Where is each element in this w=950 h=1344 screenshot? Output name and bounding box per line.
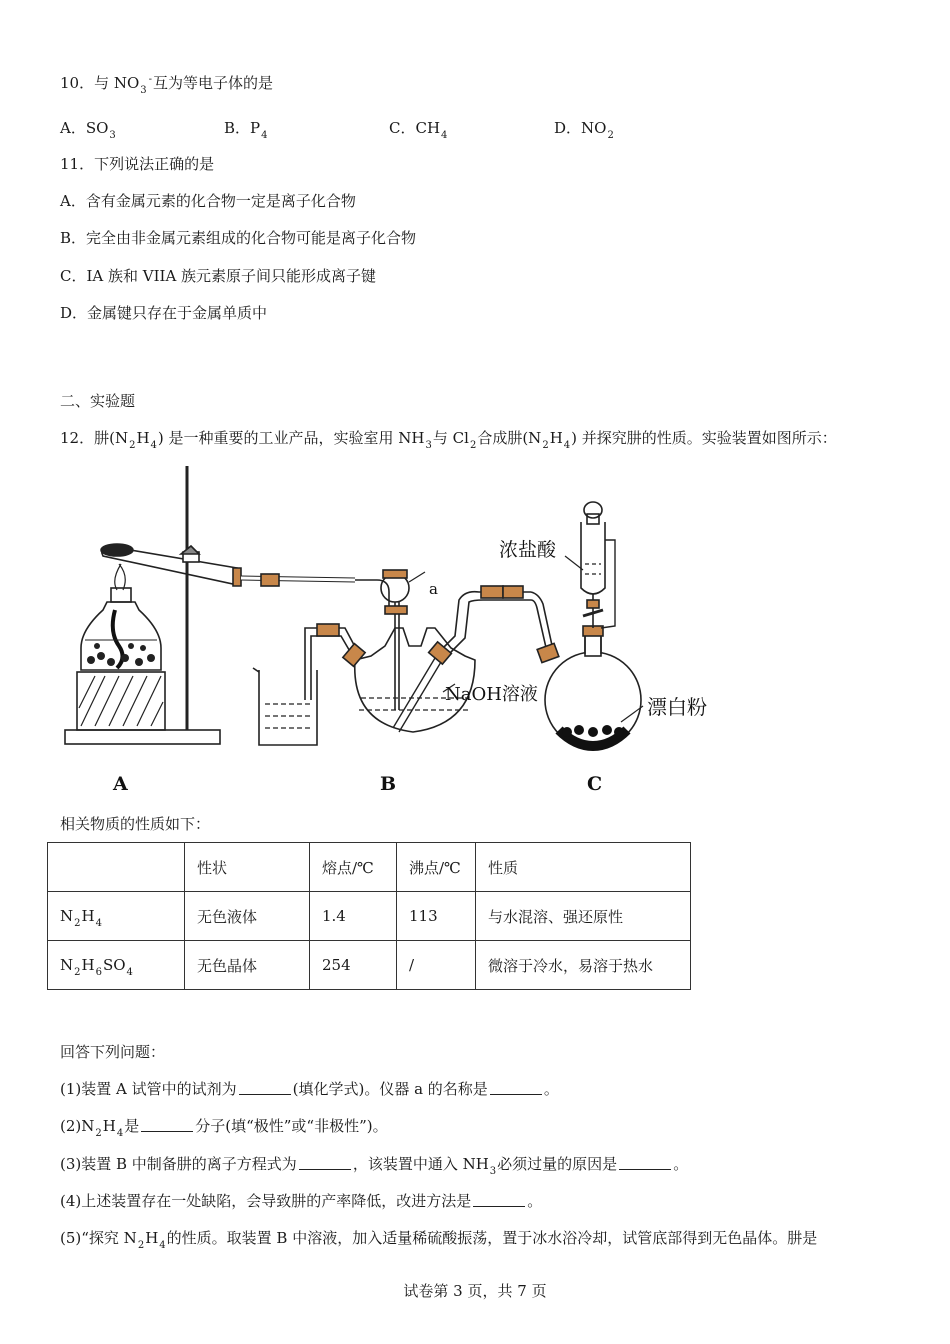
table-cell-formula: $N_2H_6SO_4$ — [48, 941, 185, 990]
table-cell: 无色晶体 — [185, 941, 310, 990]
sub-question-5: (5)“探究 $N_2H_4$的性质。取装置 B 中溶液，加入适量稀硫酸振荡，置于冰水浴冷却，试管底部得到无色晶体。肼是 — [60, 1229, 818, 1251]
page-footer: 试卷第 3 页，共 7 页 — [403, 1282, 547, 1300]
q10-option-d[interactable]: D．$NO_2$ — [554, 119, 614, 141]
label-C: C — [587, 773, 603, 795]
table-header-cell: 熔点/℃ — [310, 843, 397, 892]
answer-blank[interactable] — [473, 1192, 525, 1207]
table-cell: 254 — [310, 941, 397, 990]
three-neck-flask — [355, 628, 475, 732]
sub-question-4: (4)上述装置存在一处缺陷，会导致肼的产率降低，改进方法是 。 — [60, 1192, 543, 1210]
table-cell: / — [397, 941, 476, 990]
q11-option-a[interactable]: A．含有金属元素的化合物一定是离子化合物 — [60, 192, 356, 210]
stand-base — [65, 730, 220, 744]
sub-question-2: $(2)N_2H_4$是 分子(填“极性”或“非极性”)。 — [60, 1117, 388, 1139]
q10-stem: 10．与 $NO_3^-$互为等电子体的是 — [60, 74, 274, 96]
answer-blank[interactable] — [299, 1155, 351, 1170]
table-cell-formula: $N_2H_4$ — [48, 892, 185, 941]
q10-option-b[interactable]: B．$P_4$ — [224, 119, 268, 141]
q11-stem: 11．下列说法正确的是 — [60, 155, 215, 173]
q11-option-b[interactable]: B．完全由非金属元素组成的化合物可能是离子化合物 — [60, 229, 417, 247]
props-intro: 相关物质的性质如下： — [60, 815, 211, 833]
dropping-funnel — [581, 522, 605, 594]
label-B: B — [380, 773, 397, 795]
table-row — [48, 941, 691, 990]
label-A: A — [113, 773, 128, 795]
answer-intro: 回答下列问题： — [60, 1043, 166, 1061]
table-header-row — [48, 843, 691, 892]
q11-option-c[interactable]: C．IA 族和 VIIA 族元素原子间只能形成离子键 — [60, 267, 377, 285]
sub-question-3: (3)装置 B 中制备肼的离子方程式为 ，该装置中通入 $NH_3$必须过量的原因是 。 — [60, 1155, 689, 1177]
label-bleach: 漂白粉 — [647, 695, 707, 719]
sub-question-1: (1)装置 A 试管中的试剂为 (填化学式)。仪器 a 的名称是 。 — [60, 1080, 559, 1098]
table-cell: 与水混溶、强还原性 — [476, 892, 691, 941]
apparatus-figure — [55, 460, 735, 805]
label-a: a — [429, 580, 438, 598]
q10-option-c[interactable]: C．$CH_4$ — [389, 119, 448, 141]
table-cell: 1.4 — [310, 892, 397, 941]
label-hcl: 浓盐酸 — [499, 539, 557, 561]
answer-blank[interactable] — [239, 1080, 291, 1095]
table-cell: 微溶于冷水，易溶于热水 — [476, 941, 691, 990]
properties-table — [47, 842, 691, 990]
table-header-cell — [48, 843, 185, 892]
answer-blank[interactable] — [490, 1080, 542, 1095]
label-naoh: NaOH溶液 — [445, 684, 538, 705]
table-header-cell: 沸点/℃ — [397, 843, 476, 892]
q10-option-a[interactable]: A．$SO_3$ — [60, 119, 116, 141]
table-header-cell: 性质 — [476, 843, 691, 892]
answer-blank[interactable] — [141, 1117, 193, 1132]
section-title: 二、实验题 — [60, 392, 136, 410]
q11-option-d[interactable]: D．金属键只存在于金属单质中 — [60, 304, 268, 322]
beaker — [259, 670, 317, 745]
table-row — [48, 892, 691, 941]
table-cell: 无色液体 — [185, 892, 310, 941]
table-header-cell: 性状 — [185, 843, 310, 892]
table-cell: 113 — [397, 892, 476, 941]
answer-blank[interactable] — [619, 1155, 671, 1170]
q12-stem: 12．肼$(N_2H_4)$ 是一种重要的工业产品，实验室用 $NH_3$与 $Cl_2$合成肼$(N_2H_4)$ 并探究肼的性质。实验装置如图所示： — [60, 429, 837, 451]
